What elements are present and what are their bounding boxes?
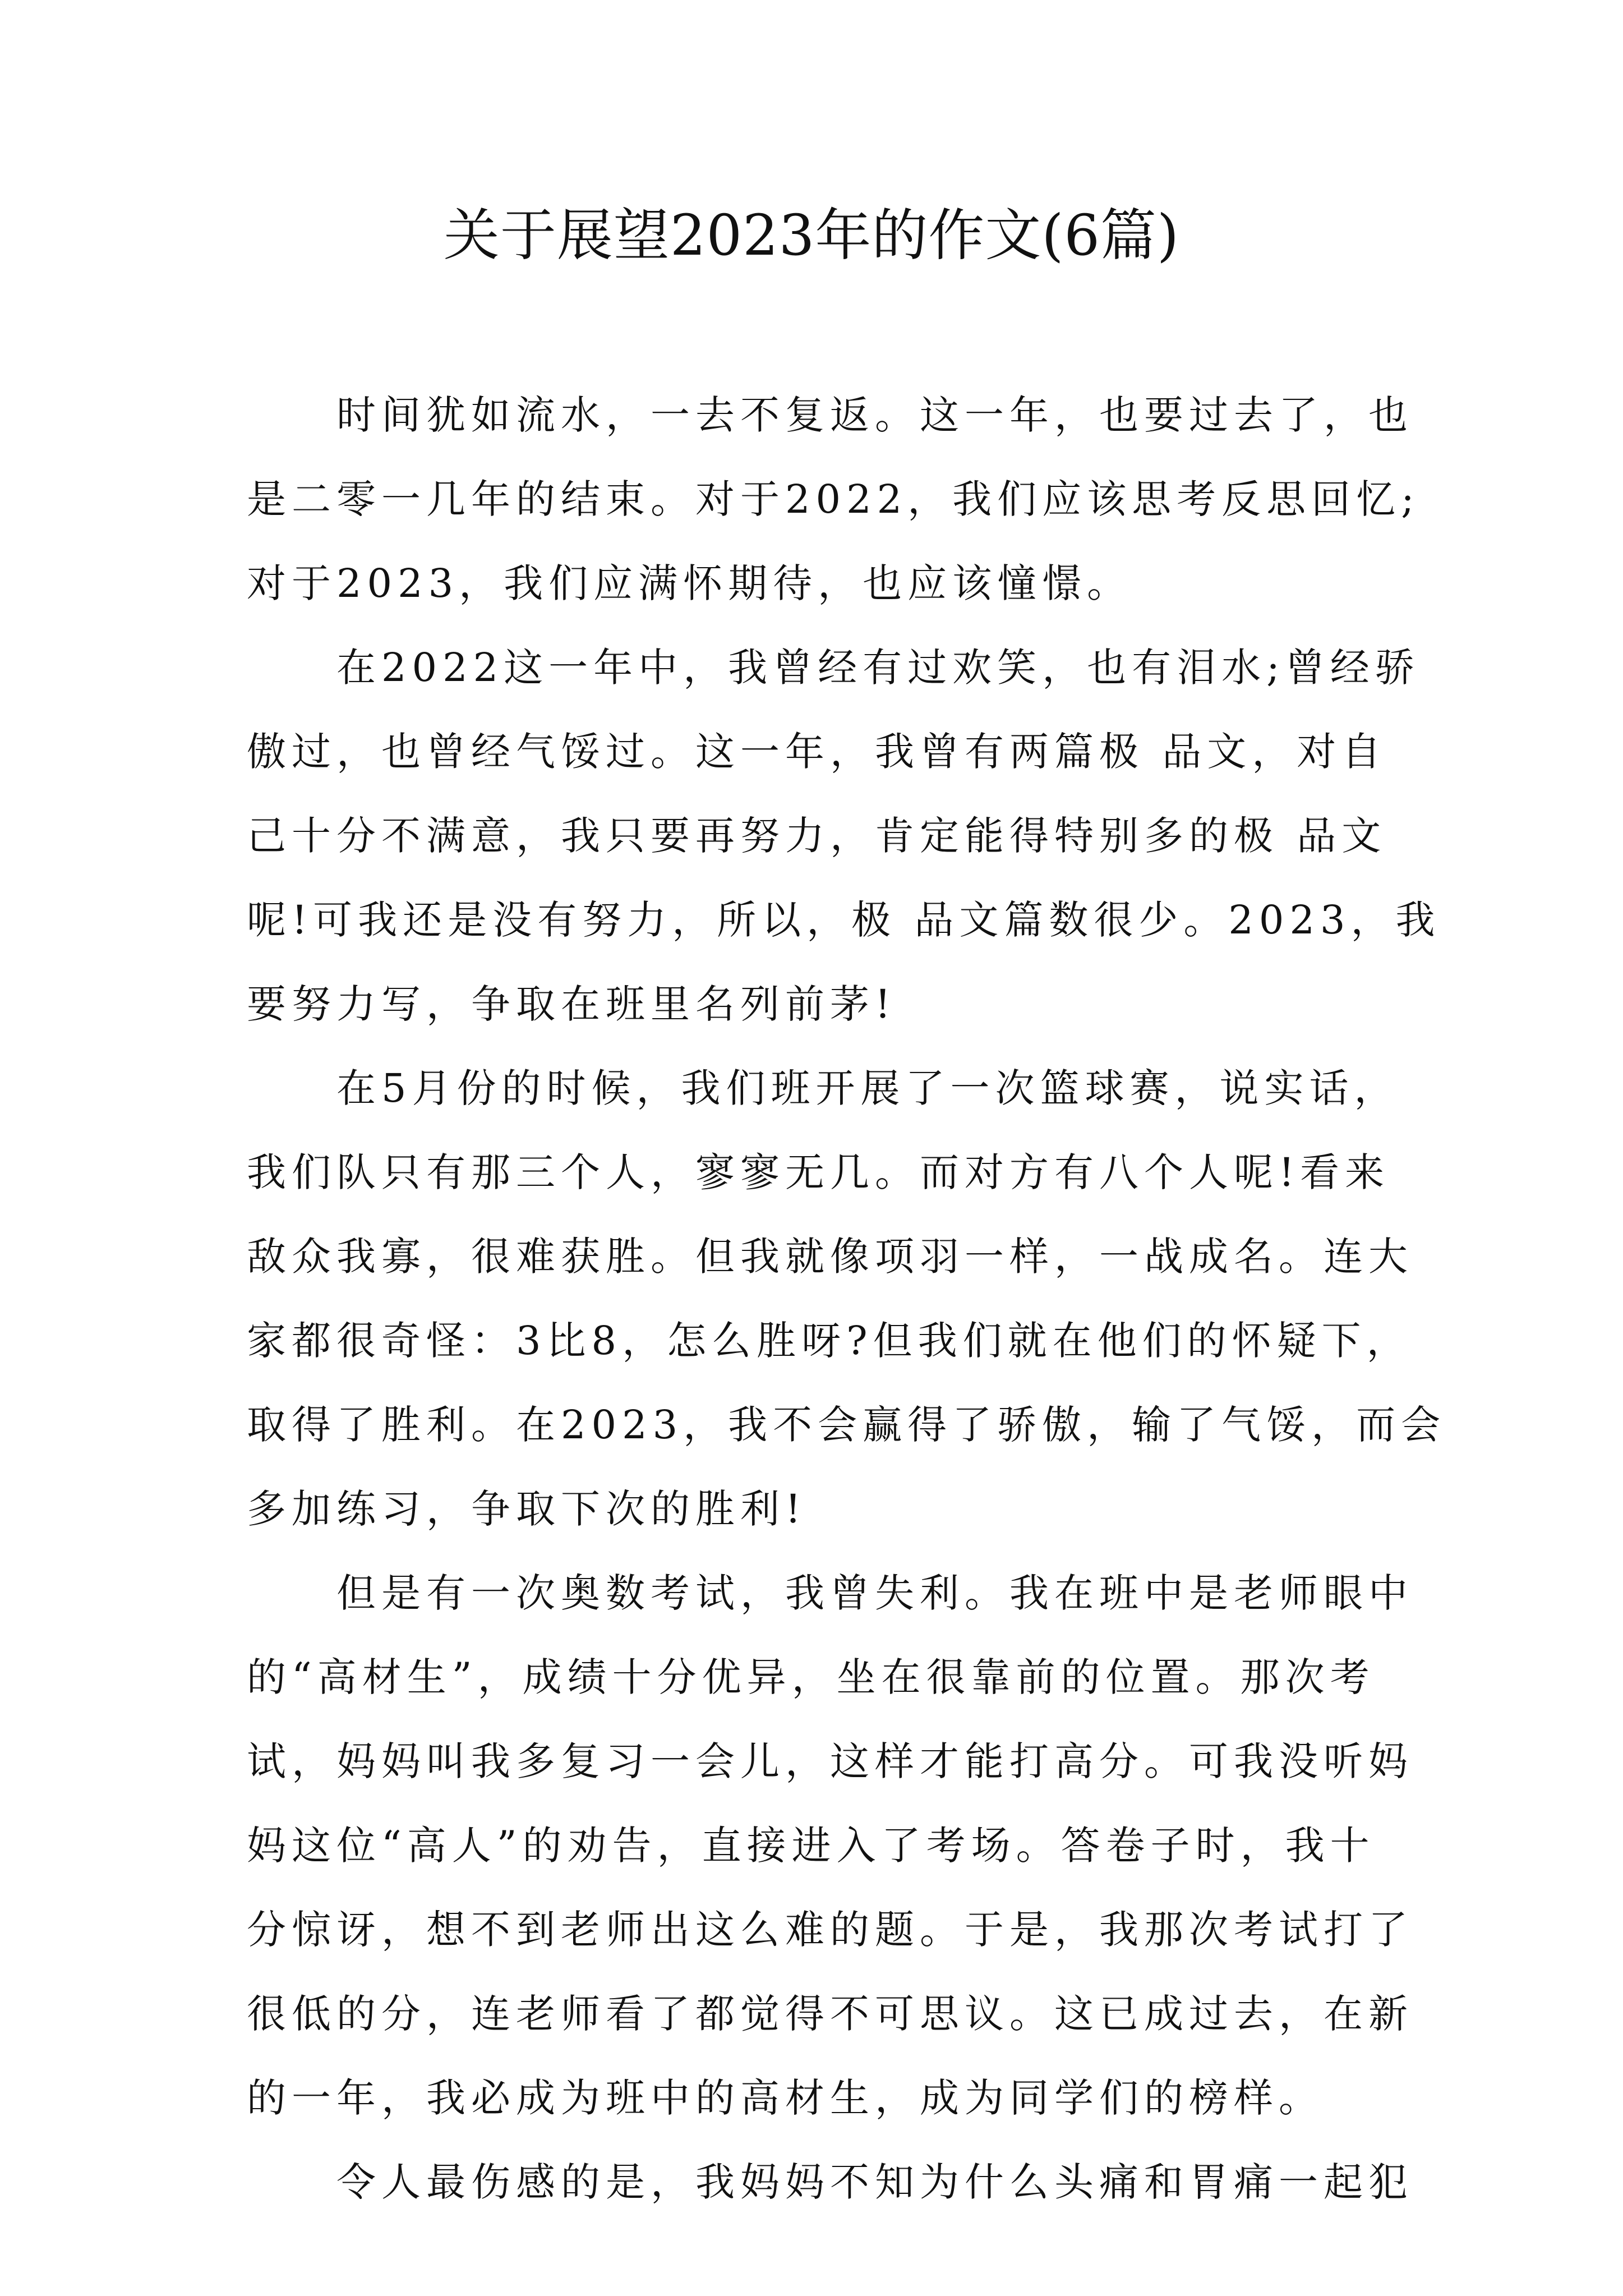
text-line: 敌众我寡，很难获胜。但我就像项羽一样，一战成名。连大 — [247, 1234, 1413, 1280]
text-line: 我们队只有那三个人，寥寥无几。而对方有八个人呢!看来 — [247, 1149, 1390, 1195]
text-line: 对于2023，我们应满怀期待，也应该憧憬。 — [247, 560, 1132, 606]
text-line: 很低的分，连老师看了都觉得不可思议。这已成过去，在新 — [247, 1991, 1413, 2037]
text-line: 是二零一几年的结束。对于2022，我们应该思考反思回忆; — [247, 476, 1420, 522]
text-line: 时间犹如流水，一去不复返。这一年，也要过去了，也 — [336, 392, 1413, 438]
text-line: 妈这位“高人”的劝告，直接进入了考场。答卷子时，我十 — [247, 1823, 1375, 1869]
text-line: 在2022这一年中，我曾经有过欢笑，也有泪水;曾经骄 — [336, 645, 1420, 691]
text-line: 但是有一次奥数考试，我曾失利。我在班中是老师眼中 — [336, 1570, 1413, 1616]
text-line: 呢!可我还是没有努力，所以，极 品文篇数很少。2023，我 — [247, 897, 1441, 943]
text-line: 令人最伤感的是，我妈妈不知为什么头痛和胃痛一起犯 — [336, 2159, 1413, 2205]
document-body — [247, 373, 1446, 2224]
text-line: 试，妈妈叫我多复习一会儿，这样才能打高分。可我没听妈 — [247, 1738, 1413, 1784]
text-line: 己十分不满意，我只要再努力，肯定能得特别多的极 品文 — [247, 813, 1387, 859]
text-line: 傲过，也曾经气馁过。这一年，我曾有两篇极 品文，对自 — [247, 729, 1387, 775]
text-line: 多加练习，争取下次的胜利! — [247, 1486, 807, 1532]
text-line: 分惊讶，想不到老师出这么难的题。于是，我那次考试打了 — [247, 1907, 1413, 1953]
document-title: 关于展望2023年的作文(6篇) — [443, 203, 1180, 268]
text-line: 要努力写，争取在班里名列前茅! — [247, 981, 897, 1027]
text-line: 在5月份的时候，我们班开展了一次篮球赛，说实话， — [336, 1065, 1399, 1111]
text-line: 的一年，我必成为班中的高材生，成为同学们的榜样。 — [247, 2075, 1324, 2121]
text-line: 家都很奇怪：3比8，怎么胜呀?但我们就在他们的怀疑下， — [247, 1318, 1412, 1364]
text-line: 取得了胜利。在2023，我不会赢得了骄傲，输了气馁，而会 — [247, 1402, 1446, 1448]
text-line: 的“高材生”，成绩十分优异，坐在很靠前的位置。那次考 — [247, 1654, 1375, 1700]
